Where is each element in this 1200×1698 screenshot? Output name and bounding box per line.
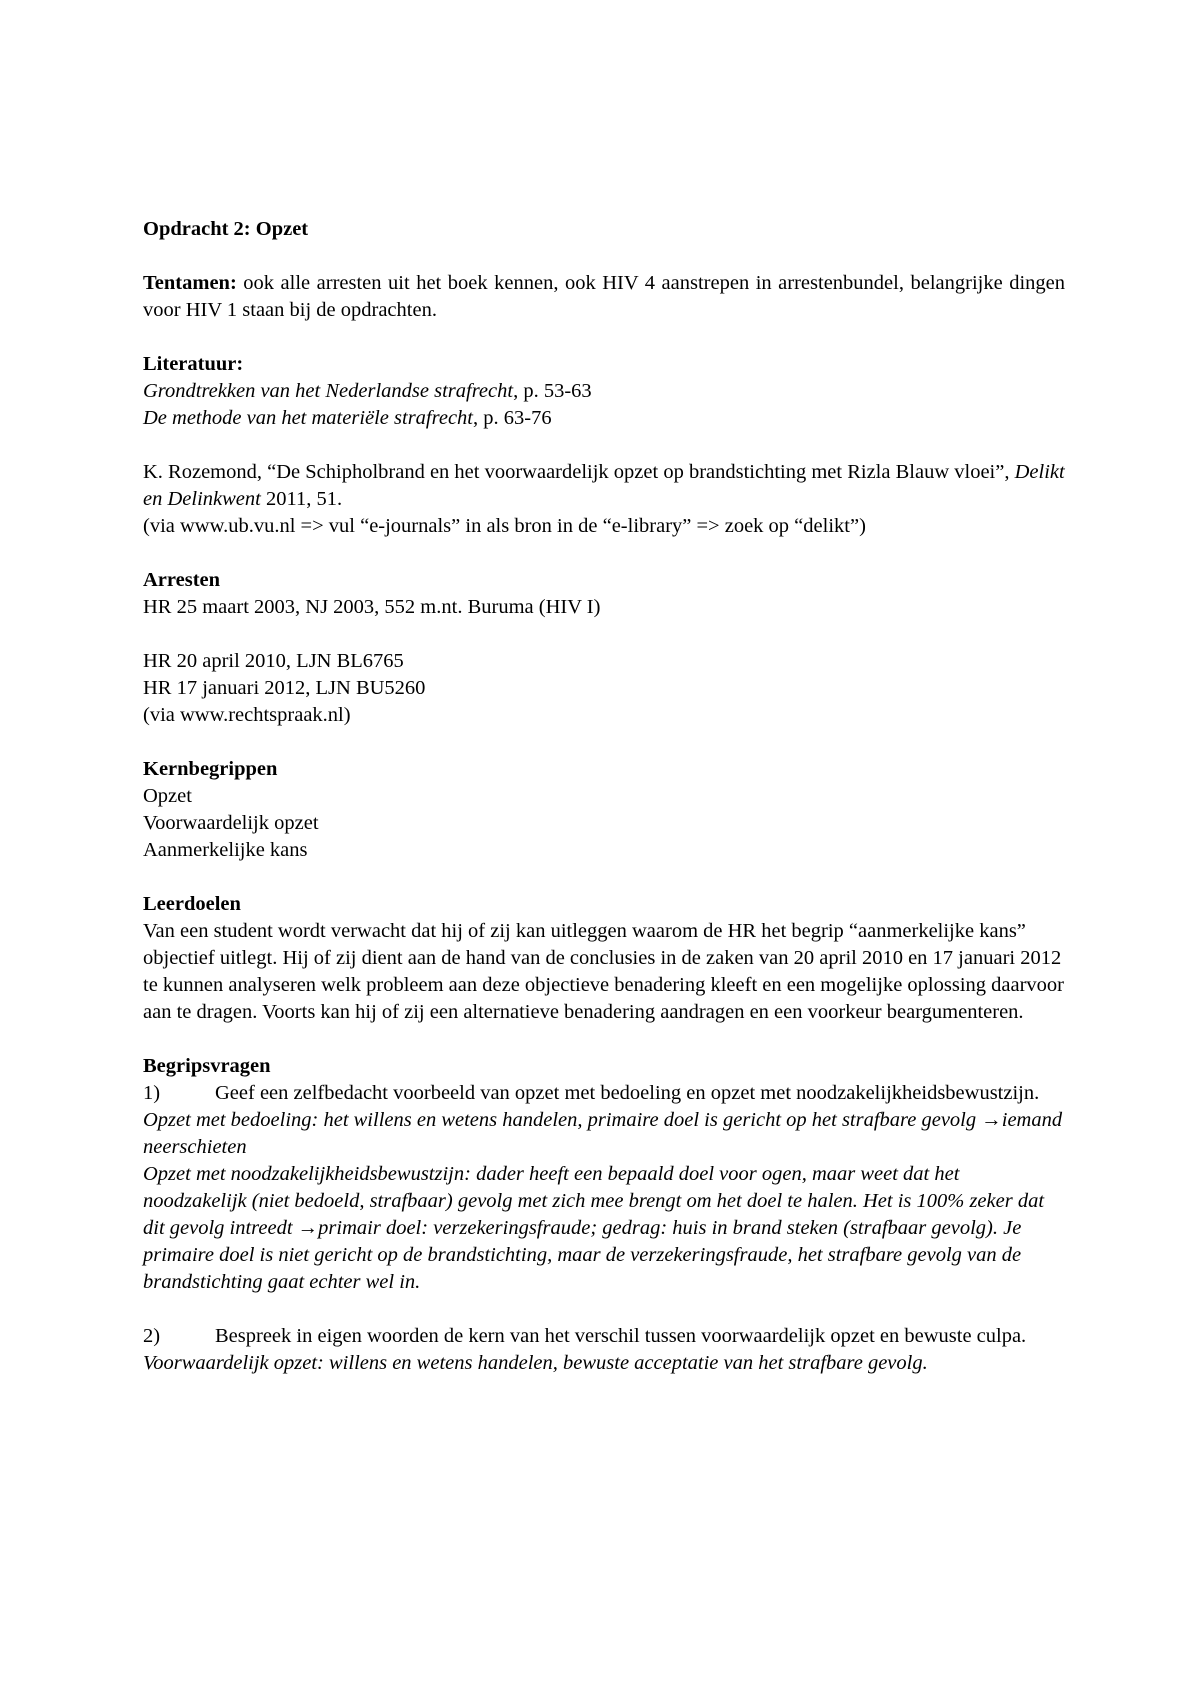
article-pre: K. Rozemond, “De Schipholbrand en het voorwaardelijk opzet op brandstichting met Rizla Blauw vloei”, <box>143 461 1015 483</box>
arrest-item: HR 17 januari 2012, LJN BU5260 <box>143 677 426 699</box>
question-1-text: Geef een zelfbedacht voorbeeld van opzet met bedoeling en opzet met noodzakelijkheidsbewustzijn. <box>215 1082 1040 1104</box>
question-2-text: Bespreek in eigen woorden de kern van het verschil tussen voorwaardelijk opzet en bewuste culpa. <box>215 1325 1027 1347</box>
literatuur-article-via: (via www.ub.vu.nl => vul “e-journals” in als bron in de “e-library” => zoek op “delikt”) <box>143 515 866 537</box>
question-1-number: 1) <box>143 1082 161 1104</box>
answer-1-pre: Opzet met bedoeling: het willens en wetens handelen, primaire doel is gericht op het strafbare gevolg <box>143 1109 982 1131</box>
kernbegrippen-heading: Kernbegrippen <box>143 758 278 780</box>
article-post: 2011, 51. <box>260 488 343 510</box>
answer-1-bedoeling <box>143 1107 1065 1161</box>
tentamen-paragraph <box>143 270 1065 324</box>
kernbegrip-item: Aanmerkelijke kans <box>143 839 308 861</box>
question-1 <box>143 1080 1065 1107</box>
tentamen-text: ook alle arresten uit het boek kennen, ook HIV 4 aanstrepen in arrestenbundel, belangrijke dingen voor HIV 1 staan bij de opdrachten. <box>143 272 1065 321</box>
begripsvragen-heading: Begripsvragen <box>143 1055 271 1077</box>
arrow-right-icon: → <box>981 1109 1002 1131</box>
arrest-via: (via www.rechtspraak.nl) <box>143 704 351 726</box>
arrest-item: HR 20 april 2010, LJN BL6765 <box>143 650 404 672</box>
literatuur-article <box>143 459 1065 513</box>
document-title: Opdracht 2: Opzet <box>143 218 309 240</box>
leerdoelen-heading: Leerdoelen <box>143 893 241 915</box>
book-2-title: De methode van het materiële strafrecht <box>143 407 473 429</box>
tentamen-label: Tentamen: <box>143 272 237 294</box>
arrow-right-icon: → <box>297 1217 319 1239</box>
document-content <box>143 216 1065 1377</box>
answer-2-pre: Opzet met noodzakelijkheidsbewustzijn: dader heeft een bepaald doel voor ogen, maar weet dat het noodzakelijk (niet bedoeld, strafbaar) gevolg met zich mee brengt om het doel te halen. Het is 100% zeker dat dit gevolg intreedt <box>143 1163 1045 1239</box>
arrest-item: HR 25 maart 2003, NJ 2003, 552 m.nt. Buruma (HIV I) <box>143 596 601 618</box>
book-2-pages: , p. 63-76 <box>473 407 552 429</box>
kernbegrip-item: Opzet <box>143 785 192 807</box>
answer-2: Voorwaardelijk opzet: willens en wetens handelen, bewuste acceptatie van het strafbare gevolg. <box>143 1352 928 1374</box>
literatuur-book-2 <box>143 405 1065 432</box>
literatuur-book-1 <box>143 378 1065 405</box>
article-journal: Delikt en Delinkwent <box>143 461 1065 510</box>
answer-2-post: primair doel: verzekeringsfraude; gedrag: huis in brand steken (strafbaar gevolg). Je primaire doel is niet gericht op de brandstichting, maar de verzekeringsfraude, het strafbare gevolg van de brandstichting gaat echter wel in. <box>143 1217 1022 1293</box>
kernbegrip-item: Voorwaardelijk opzet <box>143 812 319 834</box>
leerdoelen-text: Van een student wordt verwacht dat hij of zij kan uitleggen waarom de HR het begrip “aanmerkelijke kans” objectief uitlegt. Hij of zij dient aan de hand van de conclusies in de zaken van 20 april 2010 en 17 januari 2012 te kunnen analyseren welk probleem aan deze objectieve benadering kleeft en een mogelijke oplossing daarvoor aan te dragen. Voorts kan hij of zij een alternatieve benadering aandragen en een voorkeur beargumenteren. <box>143 920 1064 1023</box>
answer-1-post: iemand neerschieten <box>143 1109 1063 1158</box>
arresten-heading: Arresten <box>143 569 221 591</box>
answer-1-noodzakelijkheid <box>143 1161 1065 1296</box>
question-2-number: 2) <box>143 1325 161 1347</box>
book-1-title: Grondtrekken van het Nederlandse strafrecht <box>143 380 514 402</box>
book-1-pages: , p. 53-63 <box>513 380 592 402</box>
question-2 <box>143 1323 1065 1350</box>
literatuur-heading: Literatuur: <box>143 353 244 375</box>
